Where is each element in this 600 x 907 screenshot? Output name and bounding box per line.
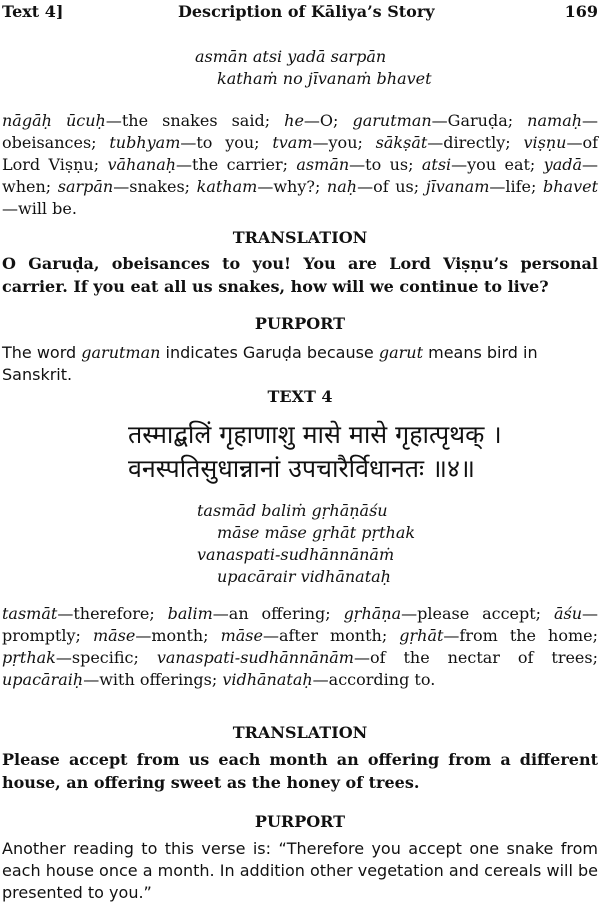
synonym-term: vanaspati-sudhānnānām xyxy=(156,648,354,667)
synonym-meaning: —you eat; xyxy=(451,155,544,174)
synonym-meaning: —of us; xyxy=(357,177,426,196)
text4-heading: TEXT 4 xyxy=(267,387,333,406)
translation-heading: TRANSLATION xyxy=(232,228,368,247)
synonym-meaning: —Garuḍa; xyxy=(431,111,528,130)
synonym-meaning: —snakes; xyxy=(113,177,197,196)
synonym-term: tubhyam xyxy=(109,133,181,152)
synonym-term: viṣṇu xyxy=(523,133,567,152)
synonym-term: naḥ xyxy=(326,177,358,196)
synonym-term: asmān xyxy=(296,155,350,174)
synonym-meaning: —life; xyxy=(489,177,543,196)
translation-text4: Please accept from us each month an offering from a different house, an offering sweet as the honey of trees. xyxy=(2,750,598,792)
synonym-term: gṛhāṇa xyxy=(343,604,402,623)
translation-text3: O Garuḍa, obeisances to you! You are Lord Viṣṇu’s personal carrier. If you eat all us snakes, how will we continue to live? xyxy=(2,254,598,296)
synonym-meaning: —you; xyxy=(312,133,376,152)
synonym-term: yadā xyxy=(543,155,583,174)
synonym-term: bhavet xyxy=(542,177,599,196)
synonym-term: nāgāḥ ūcuḥ xyxy=(2,111,106,130)
header-chapter-title: Description of Kāliya’s Story xyxy=(178,2,435,21)
synonym-term: sarpān xyxy=(57,177,114,196)
synonym-meaning: —obeisances; xyxy=(2,111,599,152)
purport-fragment: means bird in Sanskrit. xyxy=(2,343,538,384)
synonym-meaning: —please accept; xyxy=(401,604,554,623)
purport-fragment: indicates Garuḍa because xyxy=(160,343,379,362)
synonym-term: māse xyxy=(92,626,136,645)
synonym-term: tasmāt xyxy=(2,604,58,623)
synonym-meaning: —therefore; xyxy=(57,604,168,623)
synonym-term: katham xyxy=(196,177,258,196)
header-text-ref: Text 4] xyxy=(2,2,64,21)
page-number: 169 xyxy=(564,2,598,21)
verse-line: māse māse gṛhāt pṛthak xyxy=(217,523,416,542)
synonym-meaning: —O; xyxy=(303,111,353,130)
synonym-term: atsi xyxy=(421,155,452,174)
verse4-transliteration xyxy=(197,500,415,588)
purport-fragment: The word xyxy=(2,343,82,362)
synonym-meaning: —promptly; xyxy=(2,604,599,645)
synonym-meaning: —the carrier; xyxy=(176,155,297,174)
synonym-term: vidhānataḥ xyxy=(222,670,313,689)
synonym-meaning: —of the nectar of trees; xyxy=(353,648,599,667)
synonym-meaning: —with offerings; xyxy=(83,670,223,689)
synonyms-text3 xyxy=(2,110,598,220)
devanagari-line: तस्माद्बलिं गृहाणाशु मासे मासे गृहात्पृथक् । xyxy=(128,420,502,449)
verse-line: tasmād baliṁ gṛhāṇāśu xyxy=(197,501,388,520)
synonym-meaning: —according to. xyxy=(312,670,436,689)
devanagari-line: वनस्पतिसुधान्नानां उपचारैर्विधानतः ॥४॥ xyxy=(128,454,475,483)
synonym-term: māse xyxy=(220,626,263,645)
synonym-term: sākṣāt xyxy=(375,133,428,152)
purport-heading: PURPORT xyxy=(254,314,346,333)
synonym-term: āśu xyxy=(553,604,583,623)
synonym-term: gṛhāt xyxy=(399,626,444,645)
synonym-meaning: —of Lord Viṣṇu; xyxy=(2,133,599,174)
synonym-term: upacāraiḥ xyxy=(2,670,84,689)
synonym-meaning: —an offering; xyxy=(212,604,344,623)
synonym-meaning: —the snakes said; xyxy=(105,111,285,130)
synonym-meaning: —to us; xyxy=(349,155,422,174)
synonyms-text4 xyxy=(2,603,598,691)
page-header xyxy=(0,2,600,24)
synonym-meaning: —directly; xyxy=(427,133,524,152)
synonym-term: balim xyxy=(167,604,213,623)
synonym-term: tvam xyxy=(272,133,313,152)
purport-text4: Another reading to this verse is: “Therefore you accept one snake from each house once a month. In addition other vegetation and cereals will be presented to you.” xyxy=(2,839,598,902)
synonym-term: vāhanaḥ xyxy=(107,155,177,174)
verse-line: vanaspati-sudhānnānāṁ xyxy=(197,545,395,564)
purport-heading: PURPORT xyxy=(254,812,346,831)
purport-text3 xyxy=(2,342,598,386)
synonym-meaning: —when; xyxy=(2,155,599,196)
synonym-meaning: —after month; xyxy=(262,626,400,645)
synonym-meaning: —month; xyxy=(135,626,221,645)
verse-line: upacārair vidhānataḥ xyxy=(217,567,391,586)
purport-term: garutman xyxy=(81,343,161,362)
synonym-meaning: —will be. xyxy=(2,199,77,218)
synonym-meaning: —specific; xyxy=(55,648,157,667)
synonym-term: he xyxy=(284,111,304,130)
verse-line: kathaṁ no jīvanaṁ bhavet xyxy=(217,69,432,88)
synonym-meaning: —to you; xyxy=(180,133,273,152)
verse3-transliteration xyxy=(195,46,432,90)
synonym-term: namaḥ xyxy=(527,111,583,130)
synonym-meaning: —from the home; xyxy=(443,626,598,645)
synonym-term: pṛthak xyxy=(2,648,56,667)
synonym-meaning: —why?; xyxy=(257,177,327,196)
purport-term: garut xyxy=(378,343,424,362)
synonym-term: garutman xyxy=(352,111,432,130)
translation-heading: TRANSLATION xyxy=(232,723,368,742)
synonym-term: jīvanam xyxy=(425,177,490,196)
verse-line: asmān atsi yadā sarpān xyxy=(195,47,387,66)
